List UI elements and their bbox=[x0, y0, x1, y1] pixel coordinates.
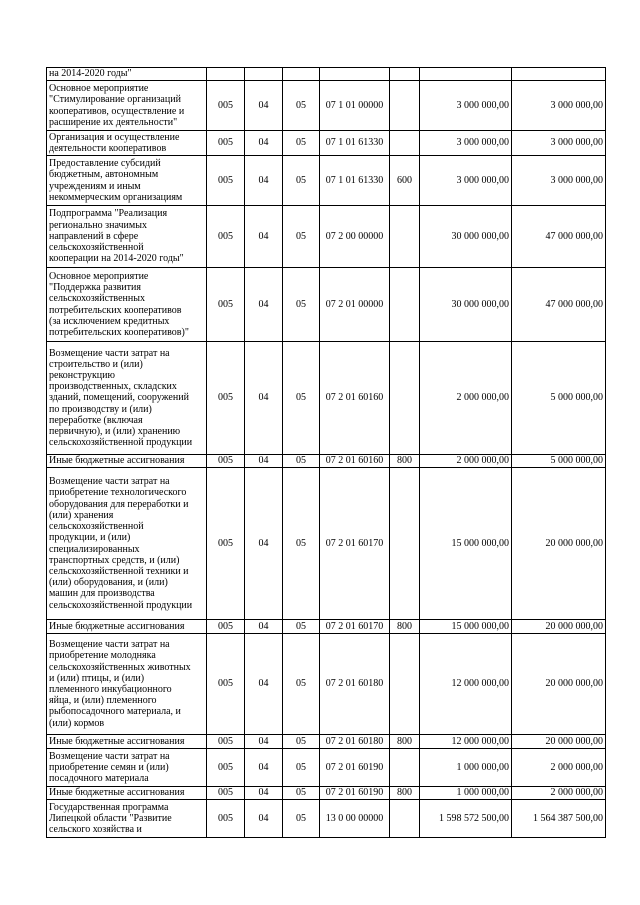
expense-type-cell bbox=[390, 68, 420, 81]
ministry-code-cell: 005 bbox=[207, 342, 245, 455]
table-row bbox=[47, 268, 606, 342]
table-row bbox=[47, 634, 606, 735]
amount-year2-cell: 20 000 000,00 bbox=[512, 468, 606, 620]
expense-type-cell: 800 bbox=[390, 735, 420, 749]
target-article-cell: 07 2 00 00000 bbox=[320, 206, 390, 268]
amount-year1-cell: 15 000 000,00 bbox=[420, 468, 512, 620]
subsection-code-cell: 05 bbox=[283, 131, 320, 156]
section-code-cell: 04 bbox=[245, 749, 283, 787]
section-code-cell: 04 bbox=[245, 468, 283, 620]
target-article-cell: 07 2 01 60190 bbox=[320, 749, 390, 787]
expense-type-cell: 600 bbox=[390, 156, 420, 206]
subsection-code-cell: 05 bbox=[283, 735, 320, 749]
expense-type-cell bbox=[390, 342, 420, 455]
target-article-cell: 07 1 01 61330 bbox=[320, 156, 390, 206]
amount-year2-cell: 47 000 000,00 bbox=[512, 206, 606, 268]
section-code-cell: 04 bbox=[245, 800, 283, 838]
table-row bbox=[47, 156, 606, 206]
section-code-cell: 04 bbox=[245, 156, 283, 206]
amount-year2-cell: 20 000 000,00 bbox=[512, 735, 606, 749]
subsection-code-cell: 05 bbox=[283, 455, 320, 468]
section-code-cell bbox=[245, 68, 283, 81]
ministry-code-cell: 005 bbox=[207, 620, 245, 634]
table-row bbox=[47, 81, 606, 131]
subsection-code-cell: 05 bbox=[283, 787, 320, 800]
amount-year2-cell: 47 000 000,00 bbox=[512, 268, 606, 342]
amount-year2-cell: 2 000 000,00 bbox=[512, 749, 606, 787]
subsection-code-cell: 05 bbox=[283, 206, 320, 268]
row-name-cell: Основное мероприятие "Стимулирование организаций кооперативов, осуществление и расширение их деятельности" bbox=[47, 81, 207, 131]
amount-year2-cell: 20 000 000,00 bbox=[512, 634, 606, 735]
section-code-cell: 04 bbox=[245, 206, 283, 268]
target-article-cell: 07 1 01 00000 bbox=[320, 81, 390, 131]
row-name-cell: на 2014-2020 годы" bbox=[47, 68, 207, 81]
table-row bbox=[47, 455, 606, 468]
subsection-code-cell: 05 bbox=[283, 800, 320, 838]
row-name-cell: Возмещение части затрат на приобретение технологического оборудования для переработки и (или) хранения сельскохозяйственной продукции, и (или) специализированных транспортных средств, и (или) сельскохозяйственной техники и (или) оборудования, и (или) машин для производства сельскохозяйственной продукции bbox=[47, 468, 207, 620]
section-code-cell: 04 bbox=[245, 268, 283, 342]
table-row bbox=[47, 620, 606, 634]
table-row bbox=[47, 735, 606, 749]
amount-year1-cell: 1 598 572 500,00 bbox=[420, 800, 512, 838]
amount-year1-cell: 12 000 000,00 bbox=[420, 735, 512, 749]
subsection-code-cell: 05 bbox=[283, 342, 320, 455]
table-row bbox=[47, 131, 606, 156]
target-article-cell bbox=[320, 68, 390, 81]
ministry-code-cell: 005 bbox=[207, 634, 245, 735]
budget-table bbox=[46, 67, 606, 838]
table-row bbox=[47, 342, 606, 455]
ministry-code-cell: 005 bbox=[207, 468, 245, 620]
target-article-cell: 07 2 01 60180 bbox=[320, 735, 390, 749]
ministry-code-cell: 005 bbox=[207, 800, 245, 838]
amount-year1-cell: 3 000 000,00 bbox=[420, 81, 512, 131]
amount-year1-cell: 2 000 000,00 bbox=[420, 455, 512, 468]
row-name-cell: Подпрограмма "Реализация регионально значимых направлений в сфере сельскохозяйственной кооперации на 2014-2020 годы" bbox=[47, 206, 207, 268]
section-code-cell: 04 bbox=[245, 342, 283, 455]
subsection-code-cell bbox=[283, 68, 320, 81]
amount-year2-cell: 1 564 387 500,00 bbox=[512, 800, 606, 838]
expense-type-cell: 800 bbox=[390, 455, 420, 468]
target-article-cell: 07 2 01 00000 bbox=[320, 268, 390, 342]
target-article-cell: 07 2 01 60180 bbox=[320, 634, 390, 735]
row-name-cell: Иные бюджетные ассигнования bbox=[47, 455, 207, 468]
row-name-cell: Возмещение части затрат на приобретение молодняка сельскохозяйственных животных и (или) птицы, и (или) племенного инкубационного яйца, и (или) племенного рыбопосадочного материала, и (или) кормов bbox=[47, 634, 207, 735]
target-article-cell: 07 2 01 60190 bbox=[320, 787, 390, 800]
amount-year1-cell: 1 000 000,00 bbox=[420, 749, 512, 787]
expense-type-cell: 800 bbox=[390, 787, 420, 800]
expense-type-cell bbox=[390, 206, 420, 268]
subsection-code-cell: 05 bbox=[283, 634, 320, 735]
section-code-cell: 04 bbox=[245, 787, 283, 800]
table-row bbox=[47, 800, 606, 838]
amount-year2-cell: 5 000 000,00 bbox=[512, 455, 606, 468]
expense-type-cell bbox=[390, 468, 420, 620]
expense-type-cell bbox=[390, 749, 420, 787]
row-name-cell: Предоставление субсидий бюджетным, автономным учреждениям и иным некоммерческим организациям bbox=[47, 156, 207, 206]
target-article-cell: 07 2 01 60170 bbox=[320, 468, 390, 620]
target-article-cell: 13 0 00 00000 bbox=[320, 800, 390, 838]
amount-year1-cell: 12 000 000,00 bbox=[420, 634, 512, 735]
amount-year1-cell: 30 000 000,00 bbox=[420, 206, 512, 268]
section-code-cell: 04 bbox=[245, 634, 283, 735]
row-name-cell: Государственная программа Липецкой области "Развитие сельского хозяйства и bbox=[47, 800, 207, 838]
row-name-cell: Организация и осуществление деятельности кооперативов bbox=[47, 131, 207, 156]
amount-year2-cell: 2 000 000,00 bbox=[512, 787, 606, 800]
section-code-cell: 04 bbox=[245, 81, 283, 131]
expense-type-cell bbox=[390, 131, 420, 156]
amount-year2-cell: 5 000 000,00 bbox=[512, 342, 606, 455]
row-name-cell: Возмещение части затрат на строительство и (или) реконструкцию производственных, складских зданий, помещений, сооружений по производству и (или) переработке (включая первичную), и (или) хранению сельскохозяйственной продукции bbox=[47, 342, 207, 455]
subsection-code-cell: 05 bbox=[283, 749, 320, 787]
row-name-cell: Основное мероприятие "Поддержка развития сельскохозяйственных потребительских кооперативов (за исключением кредитных потребительских кооперативов)" bbox=[47, 268, 207, 342]
row-name-cell: Иные бюджетные ассигнования bbox=[47, 620, 207, 634]
table-row bbox=[47, 749, 606, 787]
ministry-code-cell: 005 bbox=[207, 81, 245, 131]
table-row bbox=[47, 68, 606, 81]
amount-year1-cell: 15 000 000,00 bbox=[420, 620, 512, 634]
section-code-cell: 04 bbox=[245, 131, 283, 156]
expense-type-cell bbox=[390, 634, 420, 735]
ministry-code-cell bbox=[207, 68, 245, 81]
table-row bbox=[47, 787, 606, 800]
subsection-code-cell: 05 bbox=[283, 620, 320, 634]
amount-year2-cell: 3 000 000,00 bbox=[512, 156, 606, 206]
subsection-code-cell: 05 bbox=[283, 81, 320, 131]
target-article-cell: 07 2 01 60160 bbox=[320, 342, 390, 455]
amount-year2-cell bbox=[512, 68, 606, 81]
row-name-cell: Иные бюджетные ассигнования bbox=[47, 787, 207, 800]
row-name-cell: Иные бюджетные ассигнования bbox=[47, 735, 207, 749]
amount-year1-cell: 3 000 000,00 bbox=[420, 131, 512, 156]
subsection-code-cell: 05 bbox=[283, 268, 320, 342]
expense-type-cell bbox=[390, 268, 420, 342]
expense-type-cell bbox=[390, 81, 420, 131]
amount-year2-cell: 20 000 000,00 bbox=[512, 620, 606, 634]
target-article-cell: 07 1 01 61330 bbox=[320, 131, 390, 156]
amount-year1-cell: 30 000 000,00 bbox=[420, 268, 512, 342]
row-name-cell: Возмещение части затрат на приобретение семян и (или) посадочного материала bbox=[47, 749, 207, 787]
section-code-cell: 04 bbox=[245, 735, 283, 749]
table-row bbox=[47, 206, 606, 268]
table-row bbox=[47, 468, 606, 620]
section-code-cell: 04 bbox=[245, 620, 283, 634]
ministry-code-cell: 005 bbox=[207, 268, 245, 342]
ministry-code-cell: 005 bbox=[207, 206, 245, 268]
amount-year2-cell: 3 000 000,00 bbox=[512, 131, 606, 156]
ministry-code-cell: 005 bbox=[207, 749, 245, 787]
ministry-code-cell: 005 bbox=[207, 787, 245, 800]
expense-type-cell: 800 bbox=[390, 620, 420, 634]
target-article-cell: 07 2 01 60160 bbox=[320, 455, 390, 468]
amount-year1-cell: 2 000 000,00 bbox=[420, 342, 512, 455]
expense-type-cell bbox=[390, 800, 420, 838]
amount-year1-cell: 3 000 000,00 bbox=[420, 156, 512, 206]
section-code-cell: 04 bbox=[245, 455, 283, 468]
ministry-code-cell: 005 bbox=[207, 735, 245, 749]
amount-year2-cell: 3 000 000,00 bbox=[512, 81, 606, 131]
ministry-code-cell: 005 bbox=[207, 455, 245, 468]
amount-year1-cell: 1 000 000,00 bbox=[420, 787, 512, 800]
target-article-cell: 07 2 01 60170 bbox=[320, 620, 390, 634]
subsection-code-cell: 05 bbox=[283, 468, 320, 620]
amount-year1-cell bbox=[420, 68, 512, 81]
ministry-code-cell: 005 bbox=[207, 131, 245, 156]
ministry-code-cell: 005 bbox=[207, 156, 245, 206]
subsection-code-cell: 05 bbox=[283, 156, 320, 206]
